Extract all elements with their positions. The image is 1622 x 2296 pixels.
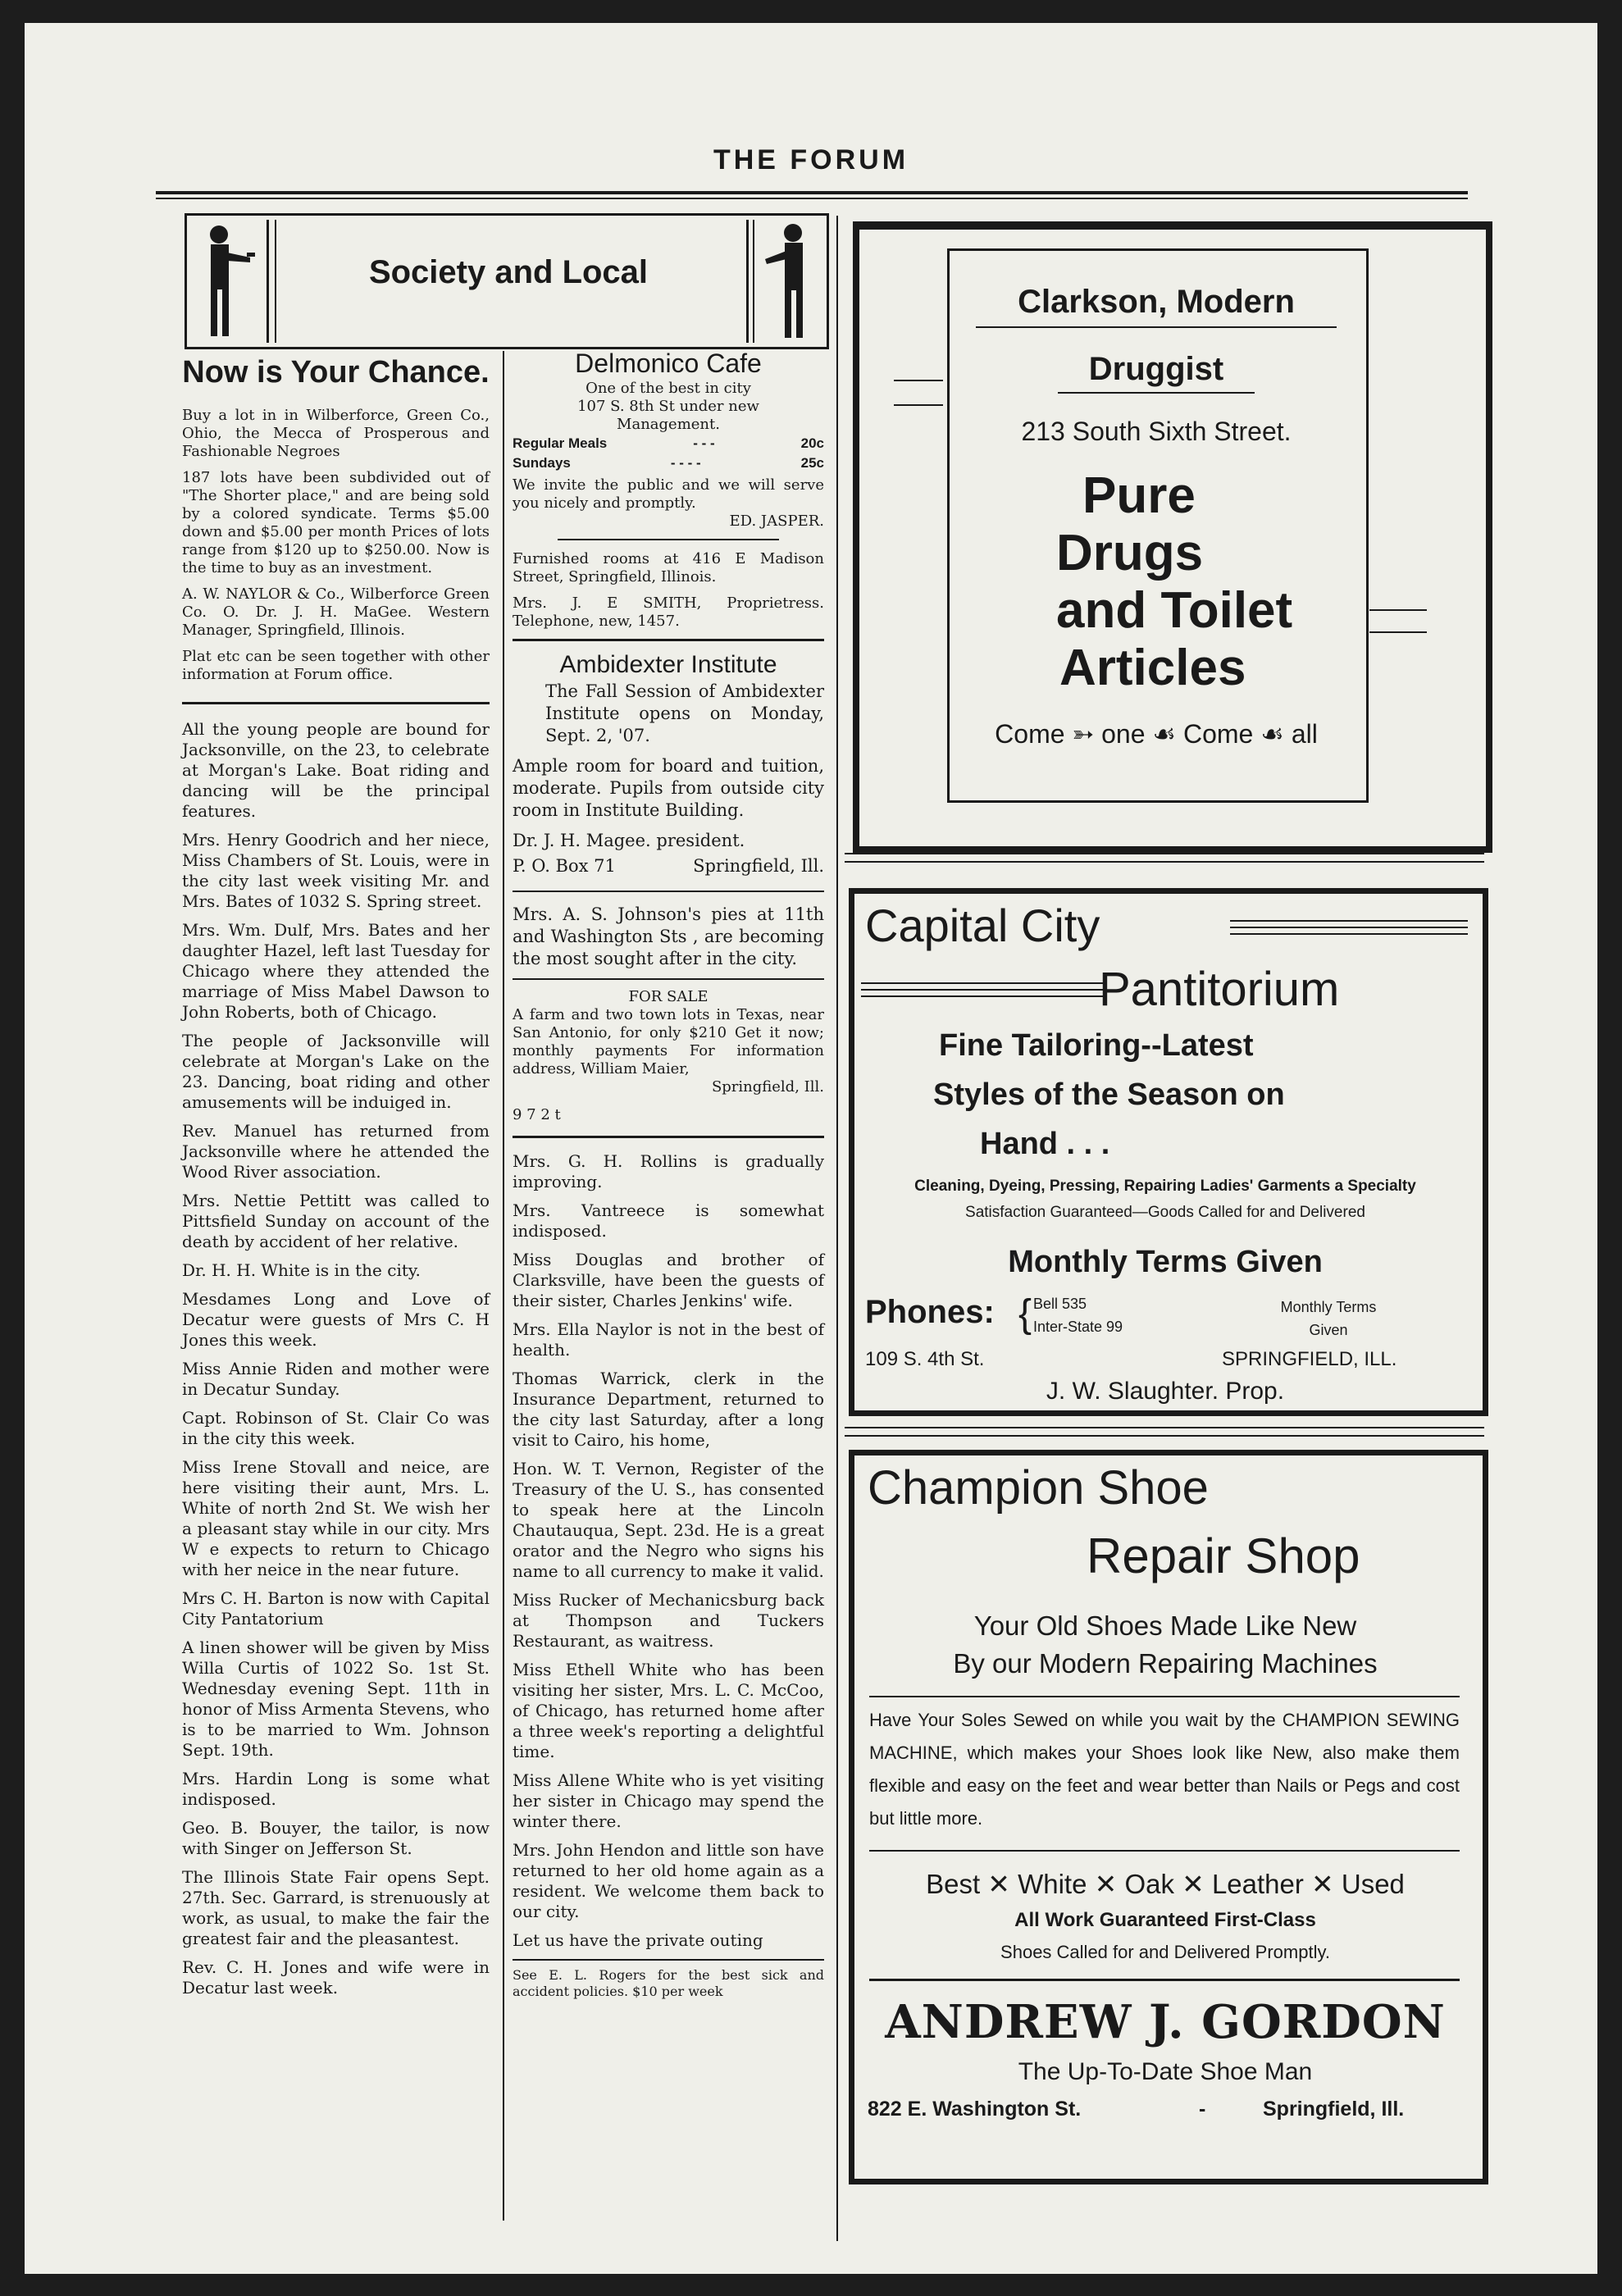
news-item: Mrs. Nettie Pettitt was called to Pittsfield Sunday on account of the death by accident of her relative. <box>182 1191 490 1251</box>
pantitorium-bell: Bell 535 <box>1033 1296 1087 1312</box>
pantitorium-deco-line <box>1230 927 1468 928</box>
shoe-title-2: Repair Shop <box>1087 1528 1360 1583</box>
news-item: The people of Jacksonville will celebrate at Morgan's Lake on the 23. Dancing, boat riding and other amusements will be induiged in. <box>182 1031 490 1112</box>
clarkson-druggist: Druggist <box>1088 351 1224 387</box>
sale-city: Springfield, Ill. <box>711 1078 824 1096</box>
news-item: The Illinois State Fair opens Sept. 27th. Sec. Garrard, is strenuously at work, as usual, to make the fair the greatest fair and the pleasantest. <box>182 1867 490 1948</box>
shoe-divider <box>869 1979 1460 1981</box>
pantitorium-deco-line <box>861 989 1107 991</box>
institute-text: The Fall Session of Ambidexter Institute opens on Monday, Sept. 2, '07. <box>545 681 824 745</box>
masthead-rule-top <box>156 191 1468 194</box>
meal-price: 25c <box>800 455 824 471</box>
cafe-sign: ED. JASPER. <box>729 512 824 530</box>
shoe-address: 822 E. Washington St. <box>868 2098 1082 2121</box>
news-item: Rev. Manuel has returned from Jacksonville where he attended the Wood River association. <box>182 1121 490 1182</box>
rooms-proprietress: Mrs. J. E SMITH, Proprietress. Telephone, new, 1457. <box>513 594 824 630</box>
news-item: Mrs. Vantreece is somewhat indisposed. <box>513 1200 824 1241</box>
lot-ad-paragraph: 187 lots have been subdivided out of "The Shorter place," and are being sold by a colored syndicate. Terms $5.00 down and $5.00 per month Prices of lots range from $120 up to $250.00. Now is the time to buy as an investment. <box>182 469 490 576</box>
divider <box>513 978 824 980</box>
institute-city: Springfield, Ill. <box>693 856 824 876</box>
divider <box>513 891 824 892</box>
sale-code: 9 7 2 t <box>513 1106 561 1123</box>
clarkson-slogan: Come ➳ one ☙ Come ☙ all <box>995 719 1318 749</box>
pantitorium-services: Cleaning, Dyeing, Pressing, Repairing Ladies' Garments a Specialty <box>914 1178 1416 1195</box>
masthead: THE FORUM <box>713 144 909 175</box>
shoe-delivery: Shoes Called for and Delivered Promptly. <box>1000 1942 1330 1962</box>
pantitorium-title-2: Pantitorium <box>1099 963 1340 1016</box>
pantitorium-terms: Monthly Terms Given <box>1008 1245 1323 1279</box>
column-rule-1 <box>503 351 504 2221</box>
news-item: Hon. W. T. Vernon, Register of the Treasury of the U. S., has consented to speak here at the Lincoln Chautauqua, Sept. 23d. He is a great orator and the Negro who signs his name to all currency to make it valid. <box>513 1459 824 1581</box>
news-item: Mrs. Wm. Dulf, Mrs. Bates and her daughter Hazel, left last Tuesday for Chicago where they attended the marriage of Miss Mabel Dawson to John Roberts, both of Chicago. <box>182 920 490 1022</box>
news-item: Miss Allene White who is yet visiting her sister in Chicago may spend the winter there. <box>513 1770 824 1831</box>
clarkson-toilet: and Toilet <box>1056 582 1293 639</box>
institute-title: Ambidexter Institute <box>559 651 777 678</box>
ad-separator <box>845 853 1484 854</box>
banner-divider-left <box>267 220 269 343</box>
pantitorium-deco-line <box>1230 933 1468 935</box>
news-item: Thomas Warrick, clerk in the Insurance Department, returned to the city last Saturday, after a long visit to Cairo, his home, <box>513 1369 824 1450</box>
news-item: Miss Irene Stovall and neice, are here visiting their aunt, Mrs. L. White of north 2nd St. We wish her a pleasant stay while in our city. Mrs W e expects to return to Chicago with her neice in the near future. <box>182 1457 490 1579</box>
column-rule-2 <box>836 216 838 2241</box>
clarkson-drugs: Drugs <box>1056 525 1204 581</box>
pantitorium-title-1: Capital City <box>865 900 1100 951</box>
clarkson-address: 213 South Sixth Street. <box>1021 417 1292 446</box>
shoe-leather: Best ✕ White ✕ Oak ✕ Leather ✕ Used <box>926 1869 1405 1899</box>
pantitorium-deco-line <box>861 995 1107 997</box>
institute-box: P. O. Box 71 <box>513 856 616 876</box>
news-item: Mrs. Hardin Long is some what indisposed. <box>182 1769 490 1809</box>
shoe-divider <box>869 1696 1460 1697</box>
news-item: Let us have the private outing <box>513 1930 763 1950</box>
lot-ad-paragraph: Plat etc can be seen together with other information at Forum office. <box>182 648 490 683</box>
news-item: A linen shower will be given by Miss Willa Curtis of 1022 So. 1st St. Wednesday evening Sept. 11th in honor of Miss Armenta Stevens, who is to be married to Wm. Johnson Sept. 19th. <box>182 1638 490 1760</box>
shoe-body: Have Your Soles Sewed on while you wait by the CHAMPION SEWING MACHINE, which makes your Shoes look like New, also make them flexible and easy on the feet and wear better than Nails or Pegs and cost but little more. <box>869 1710 1460 1829</box>
lot-ad-paragraph: A. W. NAYLOR & Co., Wilberforce Green Co. O. Dr. J. H. MaGee. Western Manager, Springfield, Illinois. <box>182 585 490 639</box>
clarkson-name: Clarkson, Modern <box>1018 284 1295 320</box>
meal-price: 20c <box>800 435 824 451</box>
column-1 <box>182 349 490 2007</box>
waiter-figure-right-icon <box>759 220 820 343</box>
pantitorium-deco-line <box>861 982 1107 984</box>
banner-divider-right <box>746 220 749 343</box>
ad-separator <box>845 1427 1484 1428</box>
pantitorium-street: 109 S. 4th St. <box>865 1348 985 1370</box>
pantitorium-sub-3: Hand . . . <box>980 1127 1110 1161</box>
newspaper-page <box>25 23 1597 2274</box>
shoe-tagline: The Up-To-Date Shoe Man <box>1018 2058 1313 2085</box>
rogers-ad: See E. L. Rogers for the best sick and accident policies. $10 per week <box>513 1967 824 1999</box>
news-item: Mrs. G. H. Rollins is gradually improving. <box>513 1151 824 1191</box>
pantitorium-prop: J. W. Slaughter. Prop. <box>1046 1378 1285 1405</box>
society-header-title: Society and Local <box>368 254 649 290</box>
clarkson-druggist-rule <box>1058 392 1255 394</box>
pies-item: Mrs. A. S. Johnson's pies at 11th and Washington Sts , are becoming the most sought after in the city. <box>513 904 824 968</box>
cafe-line: 107 S. 8th St under new <box>577 398 759 415</box>
meal-dots: - - - - <box>670 455 701 471</box>
news-item: Mrs. Henry Goodrich and her niece, Miss Chambers of St. Louis, were in the city last week visiting Mr. and Mrs. Bates of 1032 S. Spring street. <box>182 830 490 911</box>
divider <box>513 639 824 641</box>
news-item: Mrs. Ella Naylor is not in the best of health. <box>513 1319 824 1360</box>
banner-divider-left2 <box>275 220 276 343</box>
news-item: Geo. B. Bouyer, the tailor, is now with Singer on Jefferson St. <box>182 1818 490 1858</box>
shoe-dash: - <box>1199 2098 1206 2121</box>
institute-president: Dr. J. H. Magee. president. <box>513 831 745 850</box>
sale-text: A farm and two town lots in Texas, near San Antonio, for only $210 Get it now; monthly payments For information address, William Maier, <box>513 1006 824 1077</box>
news-item: Miss Ethell White who has been visiting her sister, Mrs. L. C. McCoo, of Chicago, has returned home after a three week's reporting a delightful time. <box>513 1660 824 1761</box>
pantitorium-terms-small: Monthly Terms Given <box>1280 1299 1377 1338</box>
clarkson-side-rule <box>1369 609 1427 611</box>
cafe-line: Management. <box>617 416 720 433</box>
clarkson-side-rule <box>894 380 943 381</box>
shoe-owner: ANDREW J. GORDON <box>885 1995 1446 2049</box>
news-item: Miss Rucker of Mechanicsburg back at Thompson and Tuckers Restaurant, as waitress. <box>513 1590 824 1651</box>
divider <box>513 1136 824 1138</box>
sale-title: FOR SALE <box>628 988 708 1005</box>
pantitorium-deco-line <box>1230 920 1468 922</box>
pantitorium-phones: Phones: <box>865 1294 995 1330</box>
clarkson-side-rule <box>1369 631 1427 633</box>
clarkson-side-rule <box>894 404 943 406</box>
pantitorium-sub-1: Fine Tailoring--Latest <box>939 1028 1254 1063</box>
institute-text: Ample room for board and tuition, moderate. Pupils from outside city room in Institute Building. <box>513 756 824 820</box>
shoe-city: Springfield, Ill. <box>1263 2098 1405 2121</box>
ad-separator <box>845 1435 1484 1437</box>
meal-label: Sundays <box>513 455 571 471</box>
banner-divider-right2 <box>753 220 754 343</box>
pantitorium-city: SPRINGFIELD, ILL. <box>1222 1348 1397 1370</box>
cafe-invite: We invite the public and we will serve you nicely and promptly. <box>513 476 824 512</box>
cafe-title: Delmonico Cafe <box>575 348 762 378</box>
shoe-divider <box>869 1850 1460 1852</box>
news-item: Mesdames Long and Love of Decatur were guests of Mrs C. H Jones this week. <box>182 1289 490 1350</box>
lot-ad-paragraph: Buy a lot in in Wilberforce, Green Co., Ohio, the Mecca of Prosperous and Fashionable Negroes <box>182 407 490 460</box>
shoe-sub-2: By our Modern Repairing Machines <box>953 1648 1378 1679</box>
meal-dots: - - - <box>693 435 715 451</box>
shoe-sub-1: Your Old Shoes Made Like New <box>973 1610 1357 1641</box>
divider <box>513 1959 824 1961</box>
pantitorium-brace: { <box>1018 1292 1032 1336</box>
news-item: All the young people are bound for Jacksonville, on the 23, to celebrate at Morgan's Lake. Boat riding and dancing will be the principal features. <box>182 719 490 821</box>
column-2 <box>513 347 824 2008</box>
divider <box>182 702 490 704</box>
clarkson-articles: Articles <box>1059 640 1246 696</box>
news-item: Dr. H. H. White is in the city. <box>182 1260 421 1280</box>
pantitorium-sub-2: Styles of the Season on <box>933 1077 1285 1112</box>
masthead-rule-bottom <box>156 198 1468 199</box>
ad-separator <box>845 861 1484 863</box>
shoe-guarantee: All Work Guaranteed First-Class <box>1014 1909 1316 1931</box>
rooms-ad: Furnished rooms at 416 E Madison Street, Springfield, Illinois. <box>513 550 824 585</box>
clarkson-name-rule <box>976 326 1337 328</box>
pantitorium-guarantee: Satisfaction Guaranteed—Goods Called for and Delivered <box>965 1204 1365 1221</box>
cafe-line: One of the best in city <box>585 380 751 397</box>
chance-headline: Now is Your Chance. <box>182 355 490 390</box>
news-item: Rev. C. H. Jones and wife were in Decatur last week. <box>182 1957 490 1998</box>
news-item: Miss Douglas and brother of Clarksville, have been the guests of their sister, Charles Jenkins' wife. <box>513 1250 824 1310</box>
shoe-title-1: Champion Shoe <box>868 1461 1209 1515</box>
clarkson-pure: Pure <box>1082 467 1196 524</box>
divider <box>558 539 779 540</box>
news-item: Miss Annie Riden and mother were in Decatur Sunday. <box>182 1359 490 1399</box>
meal-label: Regular Meals <box>513 435 608 451</box>
pantitorium-interstate: Inter-State 99 <box>1033 1319 1123 1335</box>
waiter-figure-left-icon <box>193 220 258 343</box>
news-item: Mrs C. H. Barton is now with Capital City Pantatorium <box>182 1588 490 1629</box>
news-item: Mrs. John Hendon and little son have returned to her old home again as a resident. We welcome them back to our city. <box>513 1840 824 1921</box>
news-item: Capt. Robinson of St. Clair Co was in the city this week. <box>182 1408 490 1448</box>
